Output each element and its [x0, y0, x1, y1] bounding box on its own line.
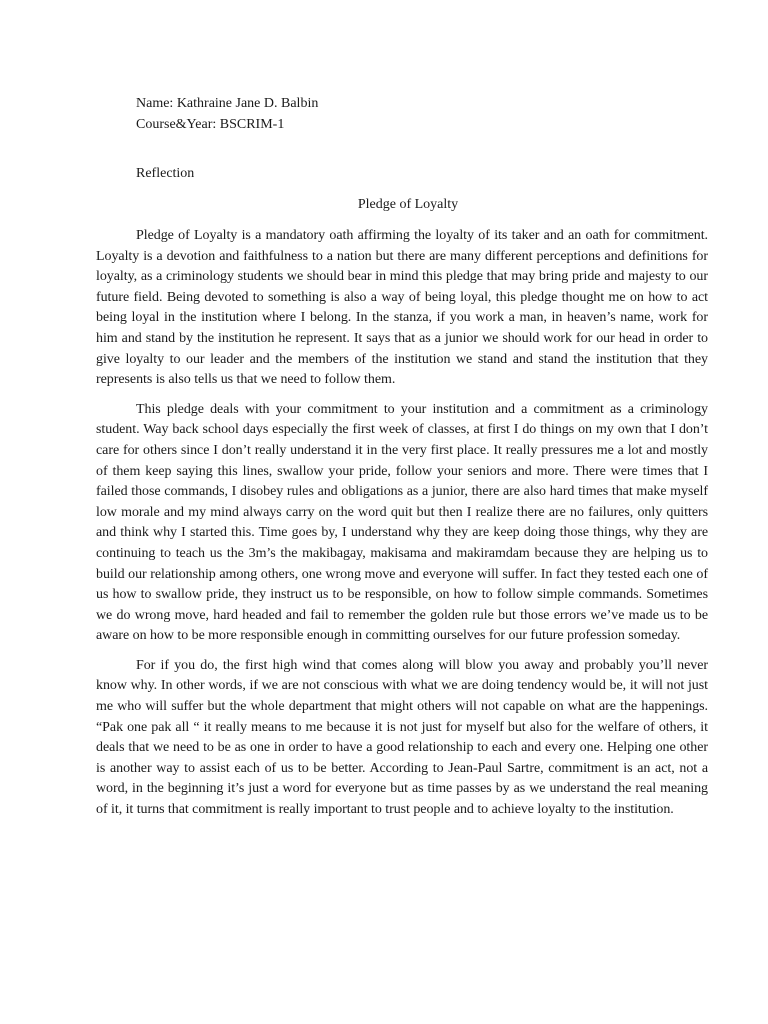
section-label: Reflection: [136, 166, 195, 181]
paragraph-3: For if you do, the first high wind that comes along will blow you away and probably you’ll never know why. In other words, if we are not conscious with what we are doing tendency would be, it will not just me who will suffer but the whole department that might others will not capable on what are the happenings. “Pak one pak all “ it really means to me because it is not just for myself but also for the welfare of others, it deals that we need to be as one in order to have a good relationship to each and every one. Helping one other is another way to assist each of us to be better. According to Jean-Paul Sartre, commitment is an act, not a word, in the beginning it’s just a word for everyone but as time passes by as we understand the real meaning of it, it turns that commitment is really important to trust people and to achieve loyalty to the institution.: [96, 657, 708, 818]
paragraph-2: This pledge deals with your commitment to your institution and a commitment as a criminology student. Way back school days especially the first week of classes, at first I do things on my own that I don’t care for others since I don’t really understand it in the very first place. It really pressures me a lot and mostly of them keep saying this lines, swallow your pride, follow your seniors and more. There were times that I failed those commands, I disobey rules and obligations as a junior, there are also hard times that make myself low morale and my mind always carry on the word quit but then I realize there are no failures, only quitters and think why I started this. Time goes by, I understand why they are keep doing those things, why they are continuing to teach us the 3m’s the makibagay, makisama and makiramdam because they are helping us to build our relationship among others, one wrong move and everyone will suffer. In fact they tested each one of us how to swallow pride, they instruct us to be responsible, on how to follow simple commands. Sometimes we do wrong move, hard headed and fail to remember the golden rule but those errors we’ve made us to be aware on how to be more responsible enough in committing ourselves for our future profession someday.: [96, 401, 708, 644]
paragraph-1: Pledge of Loyalty is a mandatory oath affirming the loyalty of its taker and an oath for commitment. Loyalty is a devotion and faithfulness to a nation but there are many different perceptions and definitions for loyalty, as a criminology students we should bear in mind this pledge that may bring pride and majesty to our future field. Being devoted to something is also a way of being loyal, this pledge thought me on how to act being loyal in the institution where I belong. In the stanza, if you work a man, in heaven’s name, work for him and stand by the institution he represent. It says that as a junior we should work for our head in order to give loyalty to our leader and the members of the institution we stand and stand the institution that they represents is also tells us that we need to follow them.: [96, 228, 708, 388]
student-name: Name: Kathraine Jane D. Balbin: [136, 96, 319, 111]
student-info-block: [136, 94, 318, 135]
body-text: [96, 226, 708, 830]
course-year: Course&Year: BSCRIM-1: [136, 116, 285, 132]
document-title: Pledge of Loyalty: [357, 197, 459, 212]
